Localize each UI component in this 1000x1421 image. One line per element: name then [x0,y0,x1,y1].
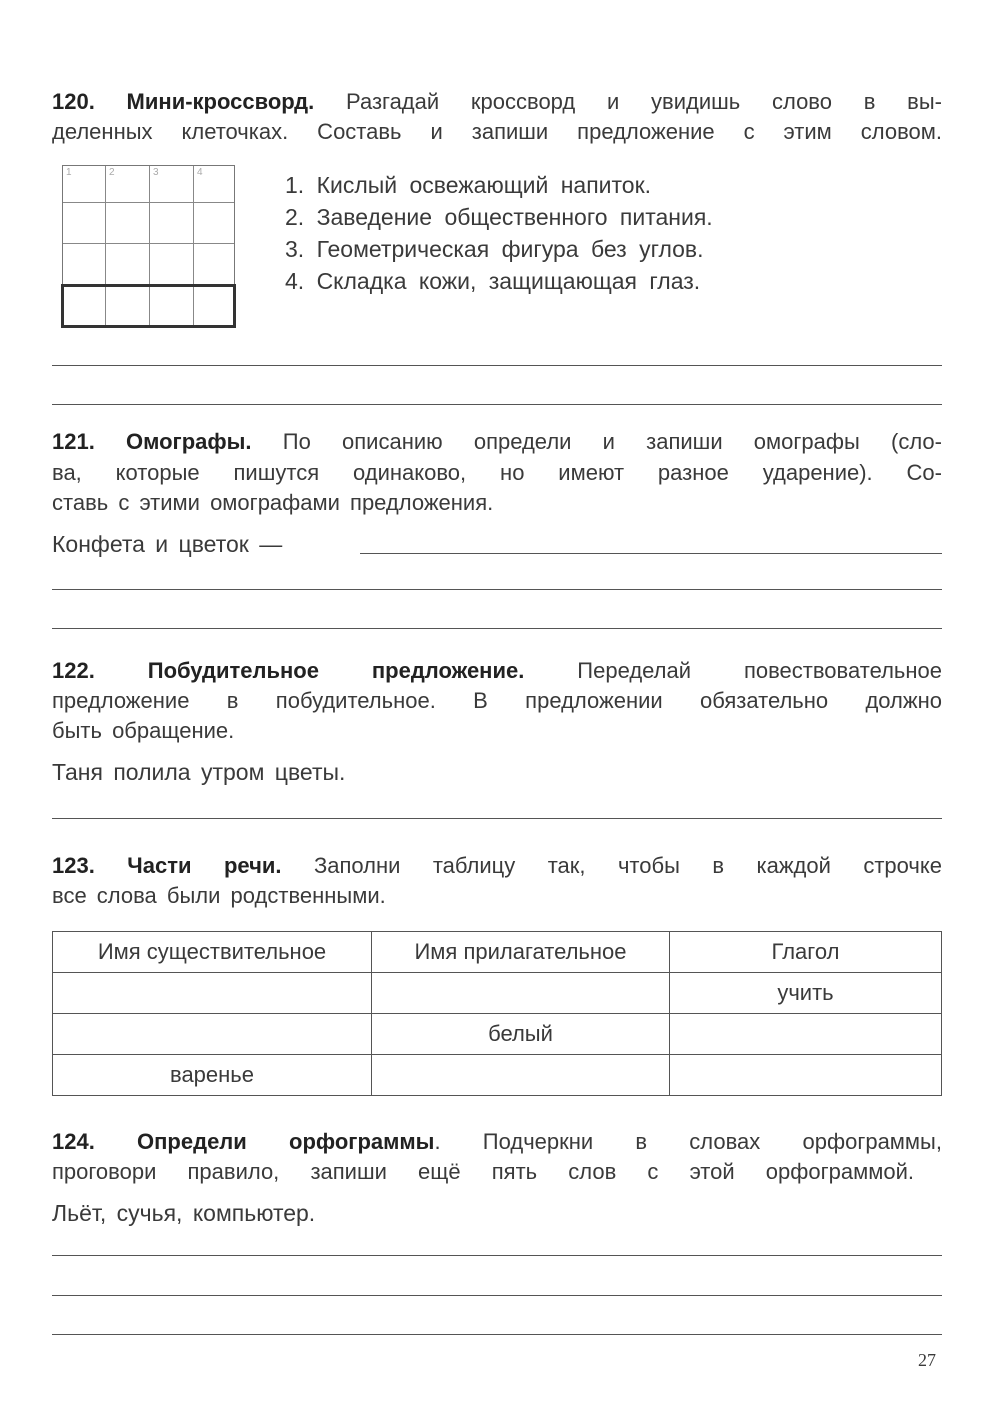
grid-cell[interactable] [194,203,234,244]
ex120-text: Разгадай кроссворд и увидишь слово в вы- [346,89,942,114]
grid-cell[interactable]: 1 [63,166,106,203]
table-header-row [53,932,942,973]
header-adjective: Имя прилагательное [372,932,670,973]
table-cell[interactable] [670,1014,942,1055]
grid-cell[interactable] [63,203,106,244]
ex122-title: 122. Побудительное предложение. [52,658,525,683]
table-cell[interactable]: белый [372,1014,670,1055]
grid-cell[interactable] [194,244,234,285]
table-row [53,1014,942,1055]
parts-of-speech-table [52,931,942,1096]
grid-cell[interactable] [106,203,150,244]
table-cell[interactable]: варенье [53,1055,372,1096]
clue-4: 4. Складка кожи, защищающая глаз. [285,268,701,294]
table-row [53,973,942,1014]
answer-line[interactable] [52,1295,942,1296]
ex124-line1 [52,1128,942,1156]
ex122-line1 [52,657,942,685]
clue-2: 2. Заведение общественного питания. [285,204,713,230]
table-cell[interactable] [53,1014,372,1055]
ex121-line1 [52,428,942,456]
ex121-prompt: Конфета и цветок — [52,531,283,557]
grid-cell[interactable]: 2 [106,166,150,203]
table-cell[interactable] [53,973,372,1014]
ex123-text: Заполни таблицу так, чтобы в каждой строчке [313,853,942,878]
ex121-title: 121. Омографы. [52,429,252,454]
ex124-title: 124. Определи орфограммы [52,1129,435,1154]
answer-line[interactable] [52,818,942,819]
header-noun: Имя существительное [53,932,372,973]
ex121-line2: ва, которые пишутся одинаково, но имеют разное ударение). Со- [52,460,942,485]
grid-cell[interactable] [150,244,194,285]
grid-cell[interactable] [63,244,106,285]
ex124-line2: проговори правило, запиши ещё пять слов с этой орфограммой. [52,1159,914,1184]
ex120-line2: деленных клеточках. Составь и запиши предложение с этим словом. [52,119,942,144]
table-cell[interactable] [372,1055,670,1096]
ex123-title: 123. Части речи. [52,853,282,878]
ex121-text: По описанию определи и запиши омографы (сло- [282,429,942,454]
grid-cell[interactable]: 4 [194,166,234,203]
table-cell[interactable] [372,973,670,1014]
ex122-line3: быть обращение. [52,718,235,743]
answer-line[interactable] [52,404,942,405]
ex120-line1 [52,88,942,116]
ex122-line2: предложение в побудительное. В предложении обязательно должно [52,688,942,713]
answer-line[interactable] [52,365,942,366]
ex122-text: Переделай повествовательное [577,658,942,683]
answer-line[interactable] [52,1255,942,1256]
answer-line[interactable] [52,1334,942,1335]
table-cell[interactable] [670,1055,942,1096]
header-verb: Глагол [670,932,942,973]
table-cell[interactable]: учить [670,973,942,1014]
grid-cell[interactable]: 3 [150,166,194,203]
grid-cell[interactable] [150,203,194,244]
ex122-sentence: Таня полила утром цветы. [52,759,346,785]
clue-3: 3. Геометрическая фигура без углов. [285,236,704,262]
answer-line[interactable] [52,589,942,590]
clue-1: 1. Кислый освежающий напиток. [285,172,652,198]
ex123-line1 [52,852,942,880]
page-number: 27 [918,1350,936,1370]
ex124-text: . Подчеркни в словах орфограммы, [434,1129,942,1154]
answer-line[interactable] [360,553,942,554]
table-row [53,1055,942,1096]
ex123-line2: все слова были родственными. [52,883,386,908]
ex121-line3: ставь с этими омографами предложения. [52,490,494,515]
highlighted-row [61,284,236,328]
ex120-title: 120. Мини-кроссворд. [52,89,315,114]
answer-line[interactable] [52,628,942,629]
grid-cell[interactable] [106,244,150,285]
ex124-words: Льёт, сучья, компьютер. [52,1200,316,1226]
